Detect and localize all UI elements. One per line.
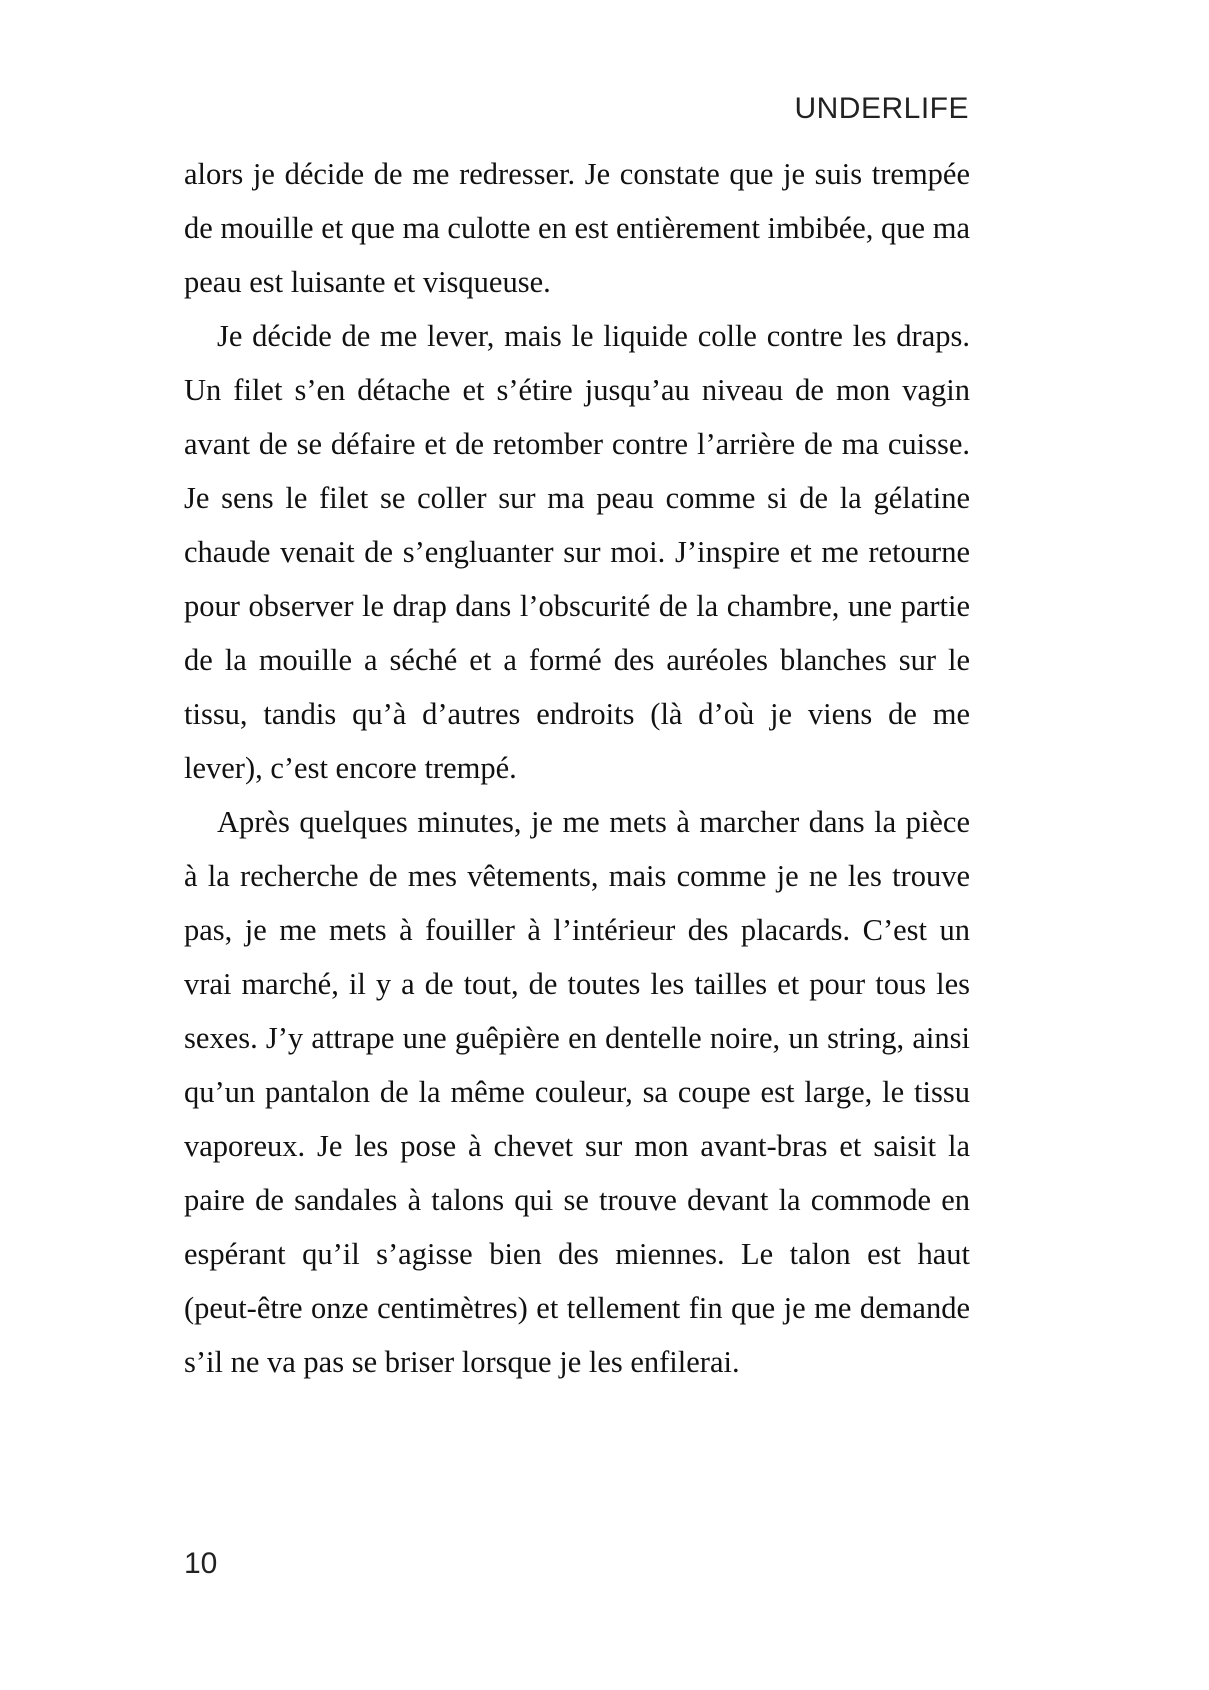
page-number: 10 — [184, 1547, 218, 1580]
running-head: UNDERLIFE — [794, 92, 969, 125]
body-text — [184, 147, 970, 1389]
paragraph-2: Je décide de me lever, mais le liquide colle contre les draps. Un filet s’en détache et s’étire jusqu’au niveau de mon vagin avant de se défaire et de retomber contre l’arrière de ma cuisse. Je sens le filet se coller sur ma peau comme si de la gélatine chaude venait de s’engluanter sur moi. J’inspire et me retourne pour observer le drap dans l’obscurité de la chambre, une partie de la mouille a séché et a formé des auréoles blanches sur le tissu, tandis qu’à d’autres endroits (là d’où je viens de me lever), c’est encore trempé. — [184, 319, 970, 785]
paragraph-3: Après quelques minutes, je me mets à marcher dans la pièce à la recherche de mes vêtements, mais comme je ne les trouve pas, je me mets à fouiller à l’intérieur des placards. C’est un vrai marché, il y a de tout, de toutes les tailles et pour tous les sexes. J’y attrape une guêpière en dentelle noire, un string, ainsi qu’un pantalon de la même couleur, sa coupe est large, le tissu vaporeux. Je les pose à chevet sur mon avant-bras et saisit la paire de sandales à talons qui se trouve devant la commode en espérant qu’il s’agisse bien des miennes. Le talon est haut (peut-être onze centimètres) et tellement fin que je me demande s’il ne va pas se briser lorsque je les enfilerai. — [184, 805, 970, 1379]
paragraph-1: alors je décide de me redresser. Je constate que je suis trempée de mouille et que ma culotte en est entièrement imbibée, que ma peau est luisante et visqueuse. — [184, 157, 970, 299]
